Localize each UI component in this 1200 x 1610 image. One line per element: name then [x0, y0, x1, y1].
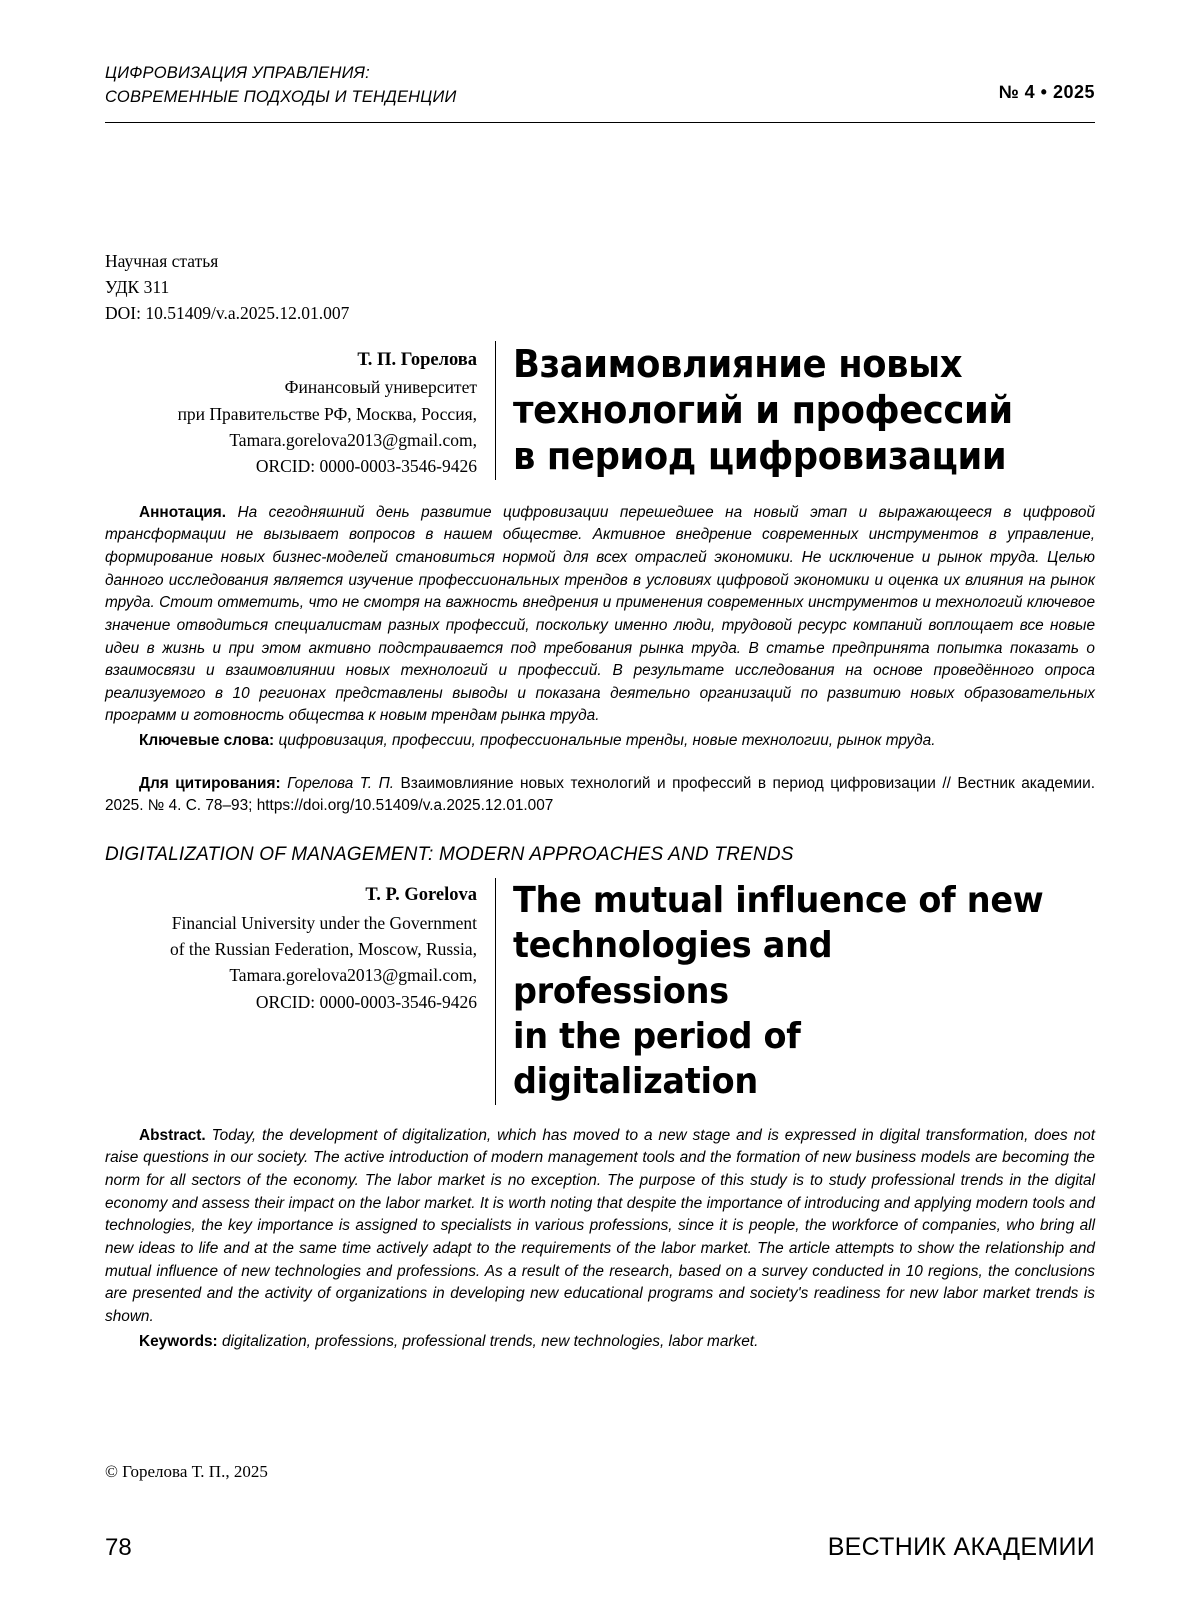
- article-title-ru-line-3: в период цифровизации: [513, 434, 1007, 479]
- abstract-text-ru: На сегодняшний день развитие цифровизации перешедшее на новый этап и выражающееся в цифровой трансформации не вызывает вопросов в нашем обществе. Активное внедрение современных инструментов в управление, формирование новых бизнес-моделей становиться нормой для всех отраслей экономики. Не исключение и рынок труда. Целью данного исследования является изучение профессиональных трендов в условиях цифровой экономики и оценка их влияния на рынок труда. Стоит отметить, что не смотря на важность внедрения и применения современных инструментов и технологий ключевое значение отводиться специалистам разных профессий, поскольку именно люди, трудовой ресурс компаний воплощает все новые идеи в жизнь и при этом активно подстраивается под требования рынка труда. В статье предпринята попытка показать о взаимосвязи и взаимовлиянии новых технологий и профессий. В результате исследования на основе проведённого опроса реализуемого в 10 регионах представлены выводы и показана деятельно организаций по развитию новых образовательных программ и готовность общества к новым трендам рынка труда.: [105, 503, 1095, 725]
- keywords-en: [105, 1331, 1095, 1354]
- citation-text: Взаимовлияние новых технологий и профессий в период цифровизации // Вестник академии. 2025. № 4. С. 78–93; https://doi.org/10.51409/v.a.2025.12.01.007: [105, 774, 1096, 815]
- citation-label: Для цитирования:: [139, 774, 281, 792]
- keywords-label-ru: Ключевые слова:: [139, 732, 275, 750]
- keywords-text-ru: цифровизация, профессии, профессиональные тренды, новые технологии, рынок труда.: [278, 732, 936, 750]
- affiliation-en-line-1: Financial University under the Government: [171, 912, 477, 933]
- author-orcid-ru[interactable]: ORCID: 0000-0003-3546-9426: [255, 456, 477, 477]
- keywords-text-en: digitalization, professions, professional trends, new technologies, labor market.: [221, 1332, 759, 1350]
- udc-code: УДК 311: [105, 277, 170, 298]
- article-title-ru-line-1: Взаимовлияние новых: [513, 341, 963, 386]
- author-block-en: [105, 878, 495, 1105]
- abstract-ru: [105, 502, 1095, 728]
- title-col-en: [495, 878, 1095, 1105]
- running-head-line-1: ЦИФРОВИЗАЦИЯ УПРАВЛЕНИЯ:: [105, 64, 370, 82]
- author-name-en: T. P. Gorelova: [365, 885, 477, 905]
- running-head-line-2: СОВРЕМЕННЫЕ ПОДХОДЫ И ТЕНДЕНЦИИ: [105, 87, 457, 106]
- running-head-journal-section: [105, 62, 456, 110]
- title-col-ru: [495, 341, 1095, 480]
- journal-name: ВЕСТНИК АКАДЕМИИ: [827, 1533, 1095, 1561]
- copyright-notice: © Горелова Т. П., 2025: [105, 1462, 268, 1481]
- abstract-text-en: Today, the development of digitalization, which has moved to a new stage and is expressed in digital transformation, does not raise questions in our society. The active introduction of modern management tools and the formation of new business models are becoming the norm for all sectors of the economy. The labor market is no exception. The purpose of this study is to study professional trends in the digital economy and assess their impact on the labor market. It is worth noting that despite the importance of introducing and applying modern tools and technologies, the key importance is assigned to specialists in various professions, since it is people, the workforce of companies, who bring all new ideas to life and at the same time actively adapt to the requirements of the labor market. The article attempts to show the relationship and mutual influence of new technologies and professions. As a result of the research, based on a survey conducted in 10 regions, the conclusions are presented and the activity of organizations in developing new educational programs and society's readiness for new labor market trends is shown.: [105, 1126, 1095, 1325]
- keywords-label-en: Keywords:: [139, 1332, 218, 1350]
- article-title-en-line-3: in the period of digitalization: [513, 1016, 801, 1103]
- abstract-label-ru: Аннотация.: [139, 503, 227, 521]
- article-title-en-line-1: The mutual influence of new: [513, 880, 1044, 921]
- section-head-en: DIGITALIZATION OF MANAGEMENT: MODERN APPROACHES AND TRENDS: [105, 844, 794, 865]
- article-type: Научная статья: [105, 250, 219, 271]
- author-name-ru: Т. П. Горелова: [357, 349, 477, 370]
- title-block-ru: [105, 341, 1095, 480]
- affiliation-ru-line-2: при Правительстве РФ, Москва, Россия,: [177, 403, 477, 424]
- page-footer: [105, 1533, 1095, 1562]
- article-title-ru-line-2: технологий и профессий: [513, 387, 1013, 432]
- citation-source: Горелова Т. П.: [287, 774, 395, 792]
- abstract-label-en: Abstract.: [139, 1126, 206, 1144]
- author-orcid-en[interactable]: ORCID: 0000-0003-3546-9426: [255, 991, 477, 1012]
- affiliation-ru-line-1: Финансовый университет: [284, 377, 477, 398]
- keywords-ru: [105, 730, 1095, 753]
- author-email-en[interactable]: Tamara.gorelova2013@gmail.com,: [229, 965, 477, 986]
- issue-number: № 4 • 2025: [998, 82, 1095, 102]
- affiliation-en-line-2: of the Russian Federation, Moscow, Russia,: [169, 939, 477, 959]
- article-title-en-line-2: technologies and professions: [513, 925, 833, 1012]
- author-block-ru: [105, 341, 495, 480]
- running-head: [105, 0, 1095, 110]
- author-email-ru[interactable]: Tamara.gorelova2013@gmail.com,: [229, 429, 477, 450]
- abstract-en: [105, 1125, 1095, 1329]
- doi[interactable]: DOI: 10.51409/v.a.2025.12.01.007: [105, 303, 350, 324]
- title-block-en: [105, 878, 1095, 1105]
- article-meta: [105, 248, 1095, 327]
- page-number: 78: [105, 1534, 132, 1561]
- citation-ru: [105, 773, 1095, 818]
- header-divider: [105, 122, 1095, 123]
